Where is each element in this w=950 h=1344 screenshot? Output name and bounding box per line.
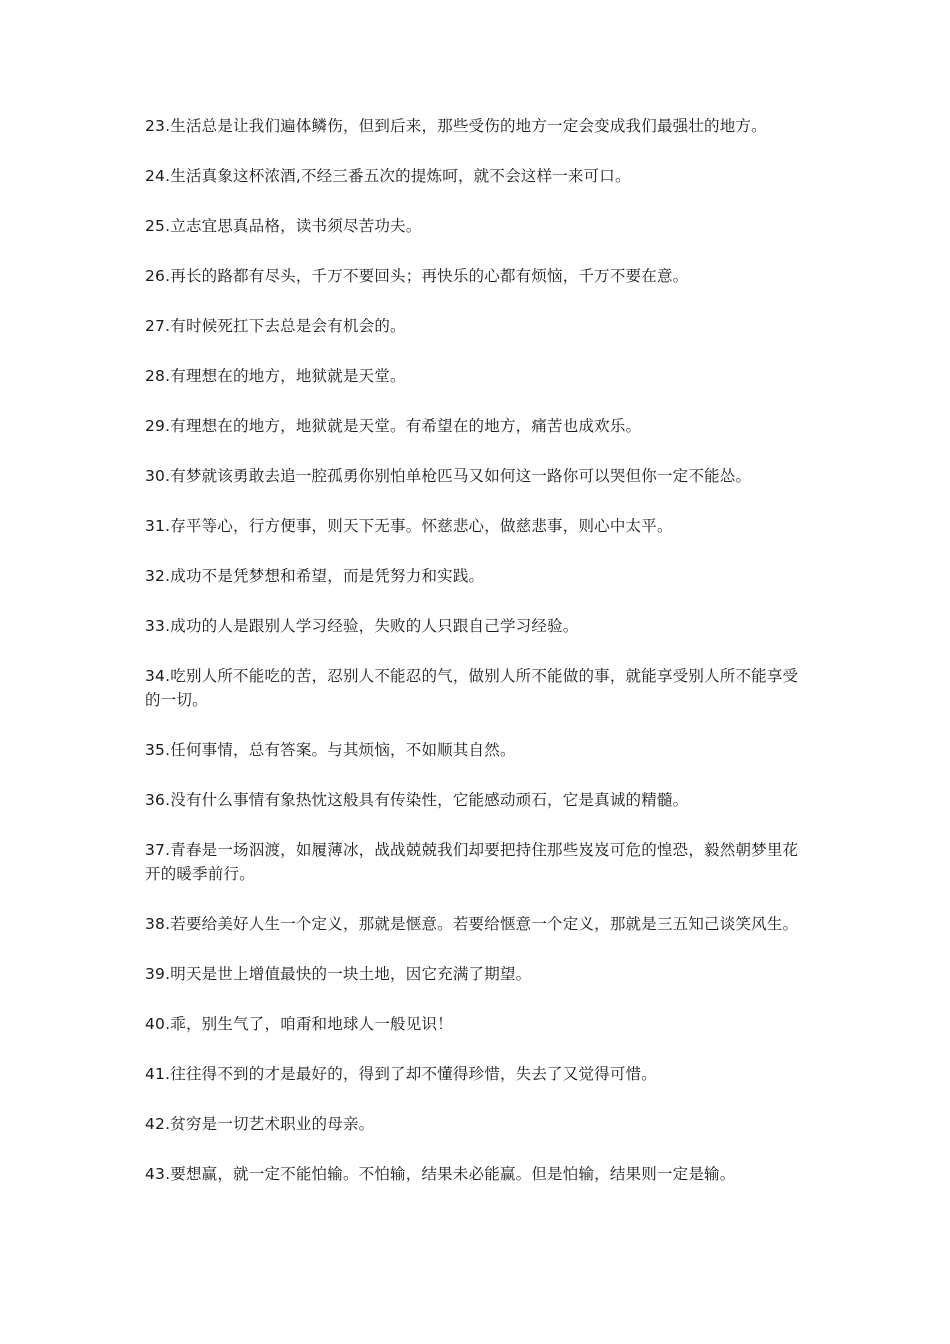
quote-item: 42.贫穷是一切艺术职业的母亲。 [145, 1115, 375, 1133]
quote-item: 32.成功不是凭梦想和希望，而是凭努力和实践。 [145, 567, 485, 585]
quote-item: 24.生活真象这杯浓酒,不经三番五次的提炼呵，就不会这样一来可口。 [145, 167, 631, 185]
quote-item: 43.要想赢，就一定不能怕输。不怕输，结果未必能赢。但是怕输，结果则一定是输。 [145, 1165, 736, 1183]
quote-list [145, 114, 810, 1212]
quote-item: 35.任何事情，总有答案。与其烦恼，不如顺其自然。 [145, 741, 516, 759]
quote-item: 29.有理想在的地方，地狱就是天堂。有希望在的地方，痛苦也成欢乐。 [145, 417, 642, 435]
quote-item: 41.往往得不到的才是最好的，得到了却不懂得珍惜，失去了又觉得可惜。 [145, 1065, 657, 1083]
quote-item: 31.存平等心，行方便事，则天下无事。怀慈悲心，做慈悲事，则心中太平。 [145, 517, 673, 535]
quote-item: 26.再长的路都有尽头，千万不要回头；再快乐的心都有烦恼，千万不要在意。 [145, 267, 689, 285]
quote-item: 33.成功的人是跟别人学习经验，失败的人只跟自己学习经验。 [145, 617, 579, 635]
quote-item: 30.有梦就该勇敢去追一腔孤勇你别怕单枪匹马又如何这一路你可以哭但你一定不能怂。 [145, 467, 752, 485]
quote-item: 40.乖，别生气了，咱甭和地球人一般见识！ [145, 1015, 453, 1033]
quote-item: 27.有时候死扛下去总是会有机会的。 [145, 317, 406, 335]
quote-item: 38.若要给美好人生一个定义，那就是惬意。若要给惬意一个定义，那就是三五知己谈笑风生。 [145, 915, 799, 933]
quote-item: 37.青春是一场泅渡，如履薄冰，战战兢兢我们却要把持住那些岌岌可危的惶恐，毅然朝梦里花开的暖季前行。 [145, 841, 799, 883]
quote-item: 34.吃别人所不能吃的苦，忍别人不能忍的气，做别人所不能做的事，就能享受别人所不能享受的一切。 [145, 667, 799, 709]
quote-item: 36.没有什么事情有象热忱这般具有传染性，它能感动顽石，它是真诚的精髓。 [145, 791, 689, 809]
quote-item: 25.立志宜思真品格，读书须尽苦功夫。 [145, 217, 422, 235]
quote-item: 39.明天是世上增值最快的一块土地，因它充满了期望。 [145, 965, 532, 983]
quote-item: 23.生活总是让我们遍体鳞伤，但到后来，那些受伤的地方一定会变成我们最强壮的地方。 [145, 117, 767, 135]
quote-item: 28.有理想在的地方，地狱就是天堂。 [145, 367, 406, 385]
